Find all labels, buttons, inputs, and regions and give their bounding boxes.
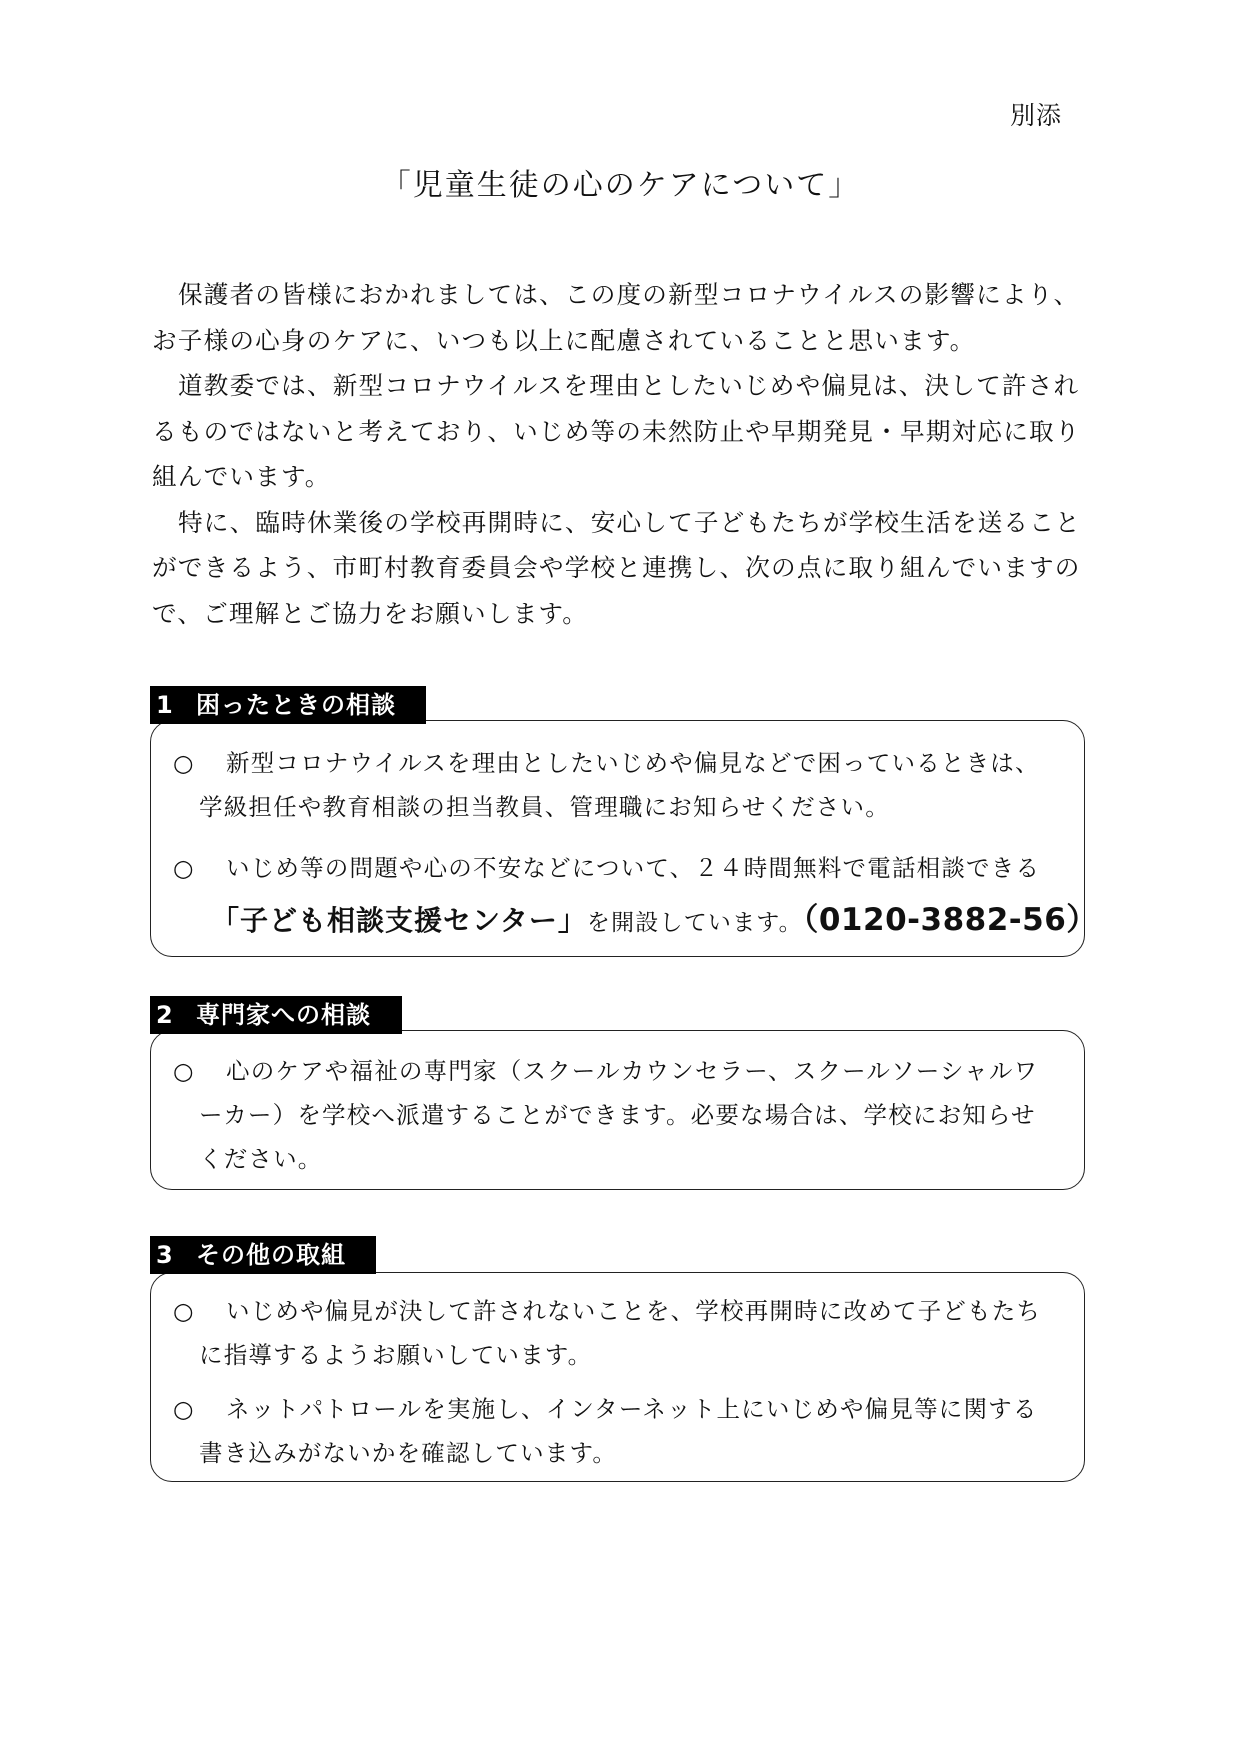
section-3-box	[150, 1272, 1085, 1482]
section-1-header	[150, 686, 426, 724]
item-line: いじめ等の問題や心の不安などについて、２４時間無料で電話相談できる	[226, 854, 1041, 882]
section-number: 2	[156, 1001, 174, 1029]
item-line: に指導するようお願いしています。	[199, 1341, 593, 1369]
list-item	[173, 846, 1098, 945]
item-line: 書き込みがないかを確認しています。	[199, 1439, 618, 1467]
bullet-circle: ○	[173, 749, 195, 777]
list-item	[173, 1289, 1053, 1377]
item-line: 心のケアや福祉の専門家（スクールカウンセラー、スクールソーシャルワ	[226, 1057, 1039, 1085]
item-line: いじめや偏見が決して許されないことを、学校再開時に改めて子どもたち	[226, 1297, 1042, 1325]
support-center-line	[173, 898, 1098, 945]
section-title: 専門家への相談	[196, 1001, 371, 1029]
bullet-circle: ○	[173, 1395, 195, 1423]
section-1-box	[150, 720, 1098, 957]
bullet-circle: ○	[173, 854, 195, 882]
intro-text	[152, 272, 1102, 636]
bullet-circle: ○	[173, 1297, 195, 1325]
list-item	[173, 741, 1053, 829]
section-title: その他の取組	[196, 1241, 346, 1269]
phone-number: 0120-3882-56	[818, 902, 1067, 938]
intro-paragraph: 保護者の皆様におかれましては、この度の新型コロナウイルスの影響により、お子様の心身のケアに、いつも以上に配慮されていることと思います。	[152, 280, 1080, 355]
section-3-header	[150, 1236, 376, 1274]
phone-open-paren: （	[802, 902, 819, 938]
section-number: 3	[156, 1241, 174, 1269]
attachment-label: 別添	[1010, 101, 1063, 130]
section-2-header	[150, 996, 402, 1034]
list-item	[173, 1049, 1053, 1181]
intro-paragraph: 道教委では、新型コロナウイルスを理由としたいじめや偏見は、決して許されるものではないと考えており、いじめ等の未然防止や早期発見・早期対応に取り組んでいます。	[152, 371, 1081, 491]
section-title: 困ったときの相談	[196, 691, 396, 719]
item-line: ーカー）を学校へ派遣することができます。必要な場合は、学校にお知らせ	[199, 1101, 1036, 1129]
item-line: ネットパトロールを実施し、インターネット上にいじめや偏見等に関する	[226, 1395, 1038, 1423]
support-center-suffix: を開設しています。	[586, 910, 803, 936]
section-number: 1	[156, 691, 174, 719]
document-title: 「児童生徒の心のケアについて」	[380, 168, 861, 203]
bullet-circle: ○	[173, 1057, 195, 1085]
phone-close-paren: ）	[1066, 902, 1098, 938]
intro-paragraph: 特に、臨時休業後の学校再開時に、安心して子どもたちが学校生活を送ることができるよう、市町村教育委員会や学校と連携し、次の点に取り組んでいますので、ご理解とご協力をお願いします。	[152, 507, 1081, 628]
support-center-name: 「子ども相談支援センター」	[211, 904, 587, 937]
item-line: 学級担任や教育相談の担当教員、管理職にお知らせください。	[199, 793, 890, 821]
item-line: 新型コロナウイルスを理由としたいじめや偏見などで困っているときは、	[226, 749, 1040, 777]
item-line: ください。	[199, 1145, 323, 1173]
list-item	[173, 1387, 1053, 1475]
section-2-box	[150, 1030, 1085, 1190]
